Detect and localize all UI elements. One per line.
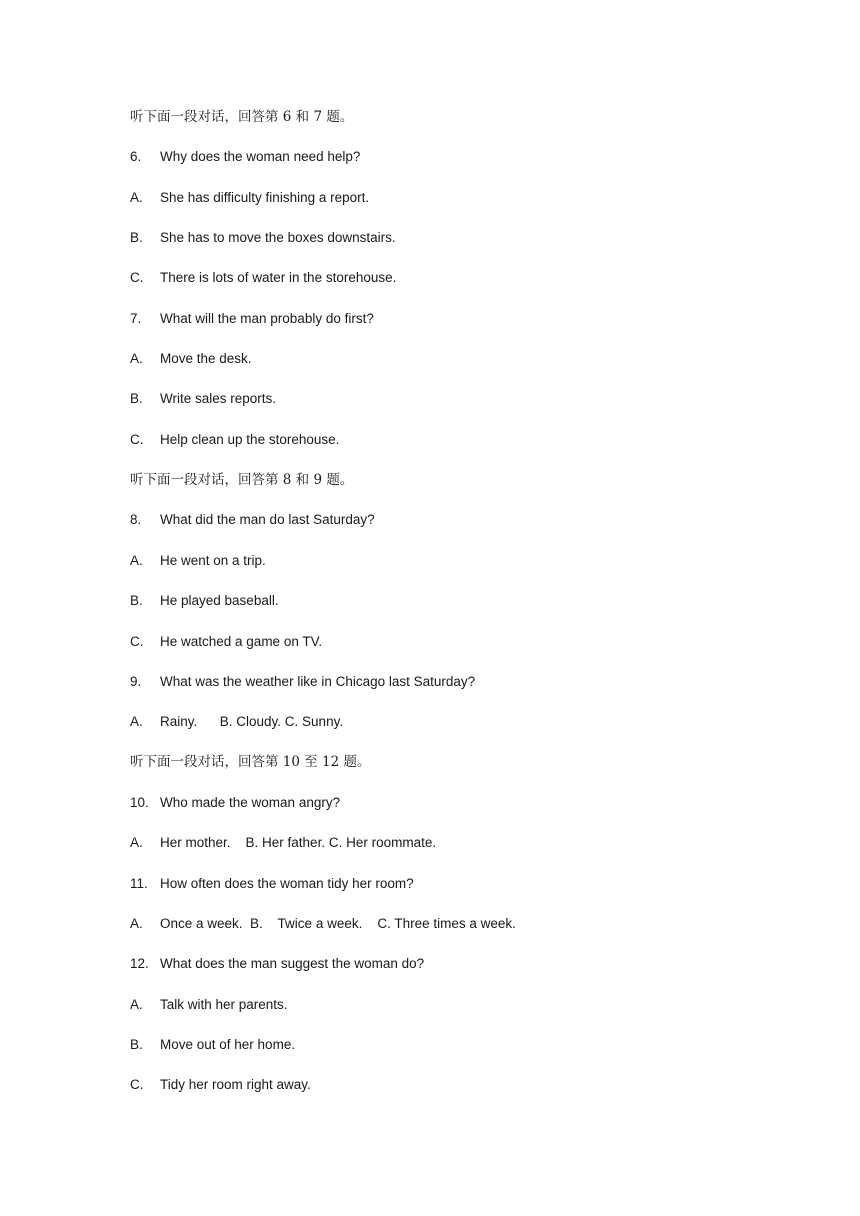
- question-text: How often does the woman tidy her room?: [160, 876, 414, 891]
- question-text: What was the weather like in Chicago last Saturday?: [160, 674, 476, 689]
- option-letter: A.: [130, 190, 143, 205]
- option-text: She has difficulty finishing a report.: [160, 190, 370, 205]
- option-text: Help clean up the storehouse.: [160, 432, 340, 447]
- option-letter: B.: [130, 230, 143, 245]
- option-letter: A.: [130, 916, 143, 931]
- option-letter: A.: [130, 997, 143, 1012]
- option-text: Once a week. B. Twice a week. C. Three times a week.: [160, 916, 516, 931]
- option-text: Her mother. B. Her father. C. Her roommate.: [160, 835, 437, 850]
- option-letter: A.: [130, 835, 143, 850]
- question-text: What did the man do last Saturday?: [160, 512, 375, 527]
- question-text: Who made the woman angry?: [160, 795, 341, 810]
- option-text: She has to move the boxes downstairs.: [160, 230, 396, 245]
- question-number: 6.: [130, 149, 142, 164]
- question-number: 12.: [130, 956, 149, 971]
- section-heading: 听下面一段对话，回答第 10 至 12 题。: [130, 754, 371, 770]
- option-letter: A.: [130, 553, 143, 568]
- option-letter: A.: [130, 714, 143, 729]
- question-number: 7.: [130, 311, 142, 326]
- option-letter: B.: [130, 593, 143, 608]
- section-heading: 听下面一段对话，回答第 6 和 7 题。: [130, 109, 354, 125]
- option-letter: B.: [130, 1037, 143, 1052]
- option-text: Talk with her parents.: [160, 997, 288, 1012]
- question-number: 11.: [130, 876, 148, 891]
- option-text: He went on a trip.: [160, 553, 266, 568]
- option-letter: C.: [130, 432, 144, 447]
- question-text: What does the man suggest the woman do?: [160, 956, 425, 971]
- option-letter: A.: [130, 351, 143, 366]
- question-text: What will the man probably do first?: [160, 311, 374, 326]
- question-number: 9.: [130, 674, 142, 689]
- option-text: There is lots of water in the storehouse.: [160, 270, 397, 285]
- option-text: Move the desk.: [160, 351, 252, 366]
- question-number: 8.: [130, 512, 142, 527]
- option-letter: B.: [130, 391, 143, 406]
- option-letter: C.: [130, 270, 144, 285]
- question-number: 10.: [130, 795, 149, 810]
- section-heading: 听下面一段对话，回答第 8 和 9 题。: [130, 472, 354, 488]
- option-text: Tidy her room right away.: [160, 1077, 311, 1092]
- option-text: Move out of her home.: [160, 1037, 296, 1052]
- option-text: Rainy. B. Cloudy. C. Sunny.: [160, 714, 344, 729]
- option-letter: C.: [130, 1077, 144, 1092]
- option-text: Write sales reports.: [160, 391, 277, 406]
- question-text: Why does the woman need help?: [160, 149, 361, 164]
- option-letter: C.: [130, 634, 144, 649]
- option-text: He watched a game on TV.: [160, 634, 323, 649]
- option-text: He played baseball.: [160, 593, 279, 608]
